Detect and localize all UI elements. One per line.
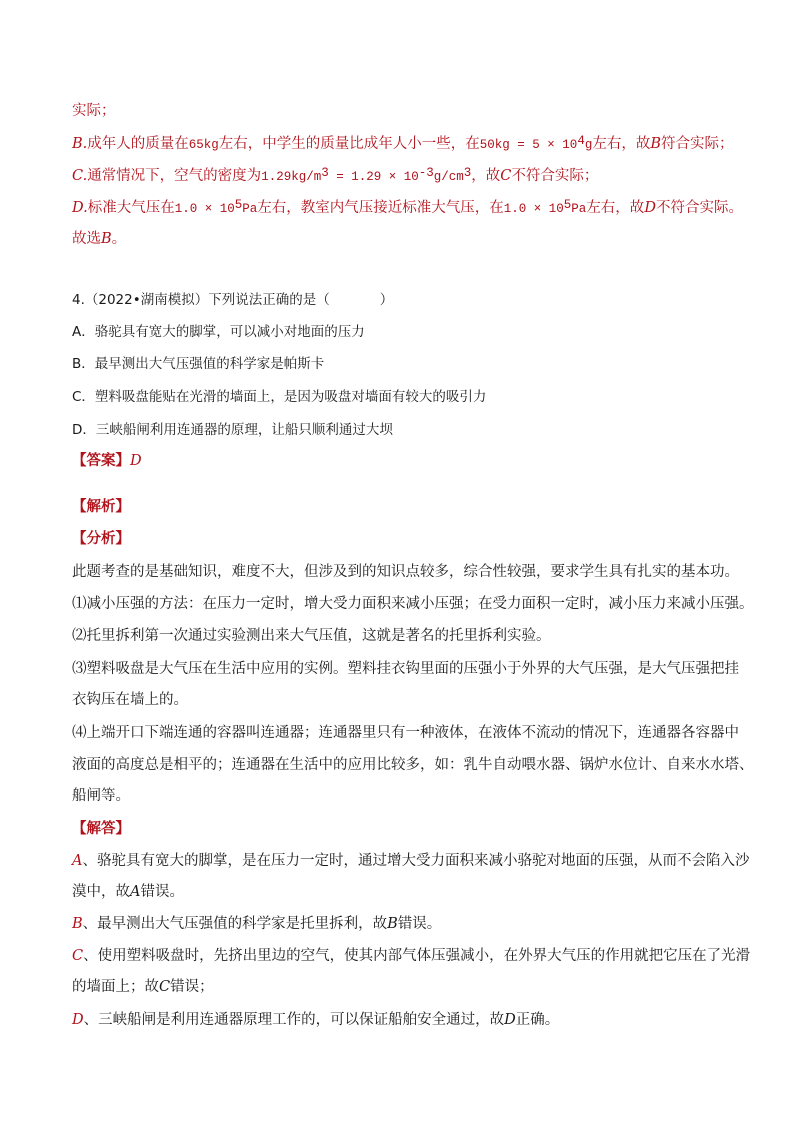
solution-b-line: [72, 914, 441, 934]
analysis-point-4-line-1: [72, 723, 739, 743]
option-letter: B: [650, 136, 661, 152]
option-letter: B: [387, 916, 398, 932]
text: 标准大气压在: [87, 200, 175, 216]
paragraph-text: 正确。: [515, 1012, 560, 1028]
analysis-point-3-line-2: [72, 690, 188, 710]
analysis-intro: [72, 562, 739, 582]
value: 1.0 × 10: [174, 202, 235, 216]
unit: g: [584, 138, 593, 152]
solution-a-line-1: [72, 851, 749, 871]
option-letter: D: [504, 1012, 516, 1028]
text: 不符合实际；: [511, 168, 599, 184]
option-text: A．骆驼具有宽大的脚掌，可以减小对地面的压力: [72, 324, 365, 340]
option-text: D．三峡船闸利用连通器的原理，让船只顺利通过大坝: [72, 422, 393, 438]
answer-label: 【答案】: [72, 453, 130, 469]
paragraph-text: 此题考查的是基础知识，难度不大，但涉及到的知识点较多，综合性较强，要求学生具有扎实的基本功。: [72, 564, 739, 580]
prev-answer-line-shiji: [72, 101, 116, 121]
analysis-point-4-line-2: [72, 755, 754, 775]
text: 。: [111, 231, 127, 247]
paragraph-text: ⑶塑料吸盘是大气压在生活中应用的实例。塑料挂衣钩里面的压强小于外界的大气压强，是大气压强把挂: [72, 661, 739, 677]
exponent: -3: [418, 165, 434, 180]
text: 左右，教室内气压接近标准大气压，在: [257, 200, 504, 216]
option-b: [72, 354, 324, 374]
option-text: B．最早测出大气压强值的科学家是帕斯卡: [72, 356, 325, 372]
option-letter: A: [72, 853, 83, 869]
solution-c-line-2: [72, 977, 214, 997]
unit: g/cm: [433, 170, 464, 184]
text: 成年人的质量在: [87, 136, 189, 152]
option-letter: D.: [72, 200, 88, 216]
analysis-point-3-line-1: [72, 659, 739, 679]
text: 左右，中学生的质量比成年人小一些，在: [218, 136, 480, 152]
question-stem: [72, 290, 393, 310]
prev-answer-conclusion: [72, 229, 126, 249]
option-letter: C: [72, 948, 84, 964]
option-letter: D: [72, 1012, 84, 1028]
paragraph-text: 的墙面上；故: [72, 979, 159, 995]
exponent: 5: [234, 197, 243, 212]
value: = 1.29 × 10: [328, 170, 419, 184]
question-text: 4.（2022•湖南模拟）下列说法正确的是（: [72, 292, 330, 308]
answer-line: [72, 451, 142, 471]
solution-d-line: [72, 1010, 559, 1030]
text: 左右，故: [586, 200, 645, 216]
exponent: 3: [463, 165, 472, 180]
exponent: 3: [321, 165, 329, 180]
text: 不符合实际。: [655, 200, 743, 216]
jiexi-heading: [72, 497, 130, 517]
paragraph-text: ⑵托里拆利第一次通过实验测出来大气压值，这就是著名的托里拆利实验。: [72, 628, 551, 644]
analysis-point-4-line-3: [72, 786, 130, 806]
analysis-point-1: [72, 594, 754, 614]
paragraph-text: ⑴减小压强的方法：在压力一定时，增大受力面积来减小压强；在受力面积一定时，减小压力来减小压强。: [72, 596, 754, 612]
option-letter: C.: [72, 168, 88, 184]
text: 实际；: [72, 103, 116, 119]
text: 左右，故: [592, 136, 651, 152]
fenxi-heading: [72, 529, 130, 549]
option-text: C．塑料吸盘能贴在光滑的墙面上，是因为吸盘对墙面有较大的吸引力: [72, 389, 487, 405]
solution-c-line-1: [72, 946, 750, 966]
paragraph-text: 液面的高度总是相平的；连通器在生活中的应用比较多，如：乳牛自动喂水器、锅炉水位计、自来水水塔、: [72, 757, 754, 773]
analysis-point-2: [72, 626, 551, 646]
paragraph-text: 错误。: [140, 884, 184, 900]
text: ，故: [471, 168, 501, 184]
text: 故选: [72, 231, 101, 247]
paragraph-text: 衣钩压在墙上的。: [72, 692, 188, 708]
option-a: [72, 322, 365, 342]
paragraph-text: 、骆驼具有宽大的脚掌，是在压力一定时，通过增大受力面积来减小骆驼对地面的压强，从而不会陷入沙: [82, 853, 750, 869]
unit: Pa: [571, 202, 587, 216]
close-paren: ）: [379, 292, 394, 308]
option-letter: B: [101, 231, 112, 247]
exponent: 5: [563, 197, 572, 212]
paragraph-text: 、使用塑料吸盘时，先挤出里边的空气，使其内部气体压强减小，在外界大气压的作用就把它压在了光滑: [83, 948, 751, 964]
solution-a-line-2: [72, 882, 184, 902]
answer-value: D: [130, 453, 142, 469]
exponent: 4: [577, 133, 585, 148]
jieda-heading: [72, 819, 130, 839]
option-letter: D: [644, 200, 656, 216]
value: 50kg = 5 × 10: [479, 138, 578, 152]
option-c: [72, 387, 486, 407]
unit: Pa: [242, 202, 258, 216]
prev-answer-c-line: [72, 166, 598, 187]
option-letter: C: [500, 168, 512, 184]
prev-answer-b-line: [72, 134, 734, 155]
option-d: [72, 420, 393, 440]
paragraph-text: 、最早测出大气压强值的科学家是托里拆利，故: [82, 916, 388, 932]
option-letter: C: [159, 979, 171, 995]
value: 1.0 × 10: [503, 202, 564, 216]
value: 1.29kg/m: [261, 170, 322, 184]
section-label: 【解答】: [72, 821, 130, 837]
paragraph-text: 漠中，故: [72, 884, 130, 900]
prev-answer-d-line: [72, 198, 743, 219]
paragraph-text: 船闸等。: [72, 788, 130, 804]
paragraph-text: 错误。: [397, 916, 442, 932]
paragraph-text: 、三峡船闸是利用连通器原理工作的，可以保证船舶安全通过，故: [83, 1012, 505, 1028]
option-letter: A: [130, 884, 141, 900]
paragraph-text: 错误；: [170, 979, 214, 995]
text: 通常情况下，空气的密度为: [87, 168, 262, 184]
paragraph-text: ⑷上端开口下端连通的容器叫连通器；连通器里只有一种液体，在液体不流动的情况下，连通器各容器中: [72, 725, 739, 741]
option-letter: B.: [72, 136, 88, 152]
option-letter: B: [72, 916, 83, 932]
section-label: 【解析】: [72, 499, 130, 515]
value: 65kg: [188, 138, 219, 152]
section-label: 【分析】: [72, 531, 130, 547]
text: 符合实际；: [661, 136, 734, 152]
